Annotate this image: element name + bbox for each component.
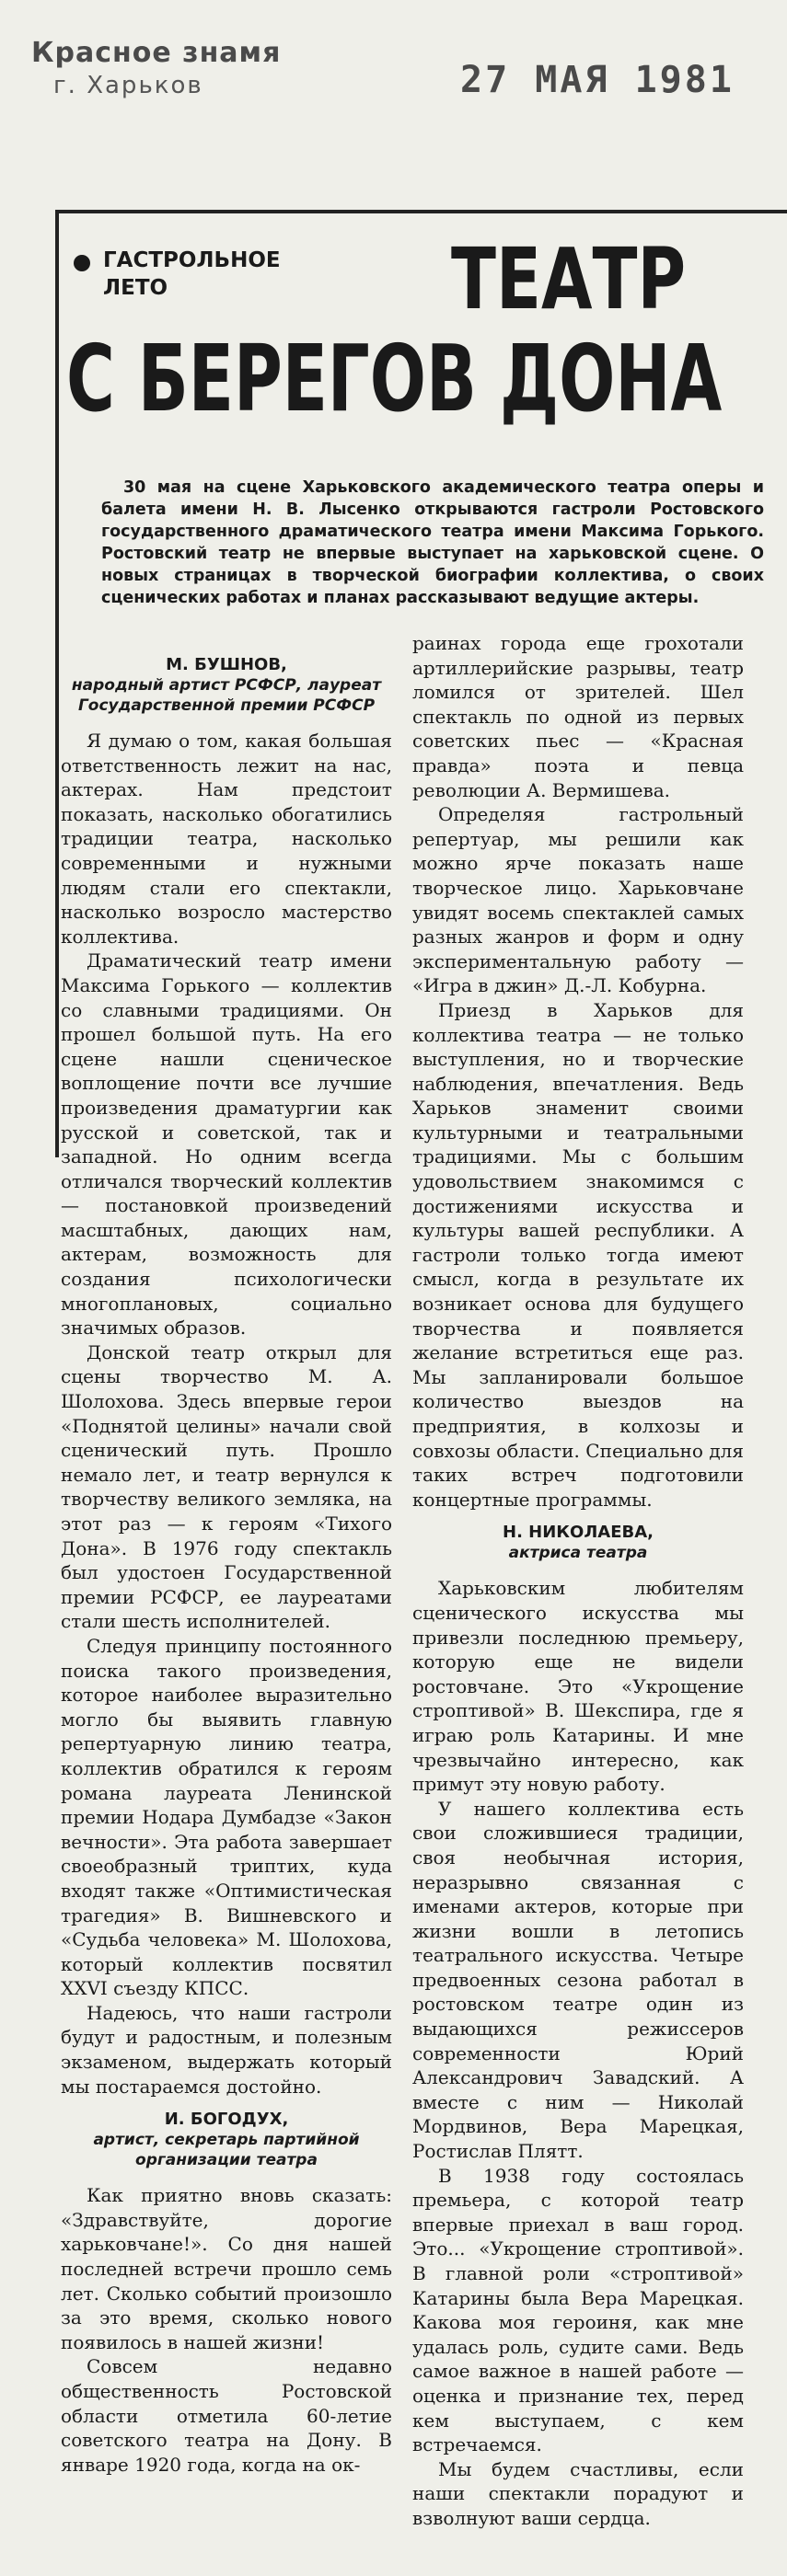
paragraph: Приезд в Харьков для коллектива театра — не только выступления, но и творческие наблюдения, впечатления. Ведь Харьков знаменит своими культурными и театральными традициями. Мы с большим удовольствием знакомимся с достижениями искусства и культуры вашей республики. А гастроли только тогда имеют смысл, когда в результате их возникает основа для будущего творчества и появляется желание встретиться еще раз. Мы запланировали большое количество выездов на предприятия, в колхозы и совхозы области. Специально для таких встреч подготовили концертные программы.: [412, 998, 744, 1511]
paragraph: В 1938 году состоялась премьера, с которой театр впервые приехал в ваш город. Это... «Укрощение строптивой». В главной роли «строптивой» Катарины была Вера Марецкая. Какова моя героиня, как мне удалась роль, судите сами. Ведь самое важное в нашей работе — оценка и признание тех, перед кем выступаем, с кем встречаемся.: [412, 2164, 744, 2456]
paragraph: У нашего коллектива есть свои сложившиеся традиции, своя необычная история, неразрывно связанная с именами актеров, которые при жизни вошли в летопись театрального искусства. Четыре предвоенных сезона работал в ростовском театре один из выдающихся режиссеров современности Юрий Александрович Завадский. А вместе с ним — Николай Мордвинов, Вера Марецкая, Ростислав Плятт.: [412, 1797, 744, 2163]
paragraph: Я думаю о том, какая большая ответственность лежит на нас, актерах. Нам предстоит показать, насколько обогатились традиции театра, насколько современными и нужными людям стали его спектакли, насколько возросло мастерство коллектива.: [61, 730, 392, 948]
paragraph: Как приятно вновь сказать: «Здравствуйте, дорогие харьковчане!». Со дня нашей последней встречи прошло семь лет. Сколько событий произошло за это время, сколько нового появилось в нашей жизни!: [61, 2184, 392, 2353]
date-stamp: 27 МАЯ 1981: [460, 59, 735, 101]
byline-nikolaeva: [412, 1523, 744, 1563]
author-role: актриса театра: [508, 1544, 648, 1563]
headline-line-2: С БЕРЕГОВ ДОНА: [66, 325, 723, 432]
paragraph: Совсем недавно общественность Ростовской области отметила 60-летие советского театра на Дону. В январе 1920 года, когда на ок-: [61, 2355, 392, 2476]
paragraph: Драматический театр имени Максима Горького — коллектив со славными традициями. Он прошел большой путь. На его сцене нашли сценическое воплощение почти все лучшие произведения драматургии как русской и советской, так и западной. Но одним всегда отличался творческий коллектив — постановкой произведений масштабных, дающих нам, актерам, возможность для создания психологически многоплановых, социально значимых образов.: [61, 949, 392, 1340]
city-stamp: г. Харьков: [53, 72, 203, 99]
headline-line-1: ТЕАТР: [451, 230, 687, 328]
author-role: народный артист РСФСР, лауреат Государственной премии РСФСР: [71, 676, 382, 715]
rubric-line-1: ГАСТРОЛЬНОЕ: [103, 248, 281, 272]
frame-top-rule: [55, 210, 787, 213]
right-column: [412, 631, 744, 2531]
paragraph: Определяя гастрольный репертуар, мы решили как можно ярче показать наше творческое лицо. Харьковчане увидят восемь спектаклей самых разных жанров и форм и одну экспериментальную работу — «Игра в джин» Д.-Л. Кобурна.: [412, 803, 744, 997]
author-name: М. БУШНОВ,: [166, 655, 287, 674]
lead-paragraph: 30 мая на сцене Харьковского академического театра оперы и балета имени Н. В. Лысенко открываются гастроли Ростовского государственного драматического театра имени Максима Горького. Ростовский театр не впервые выступает на харьковской сцене. О новых страницах в творческой биографии коллектива, о своих сценических работах и планах рассказывают ведущие актеры.: [101, 478, 764, 607]
author-name: Н. НИКОЛАЕВА,: [503, 1523, 654, 1543]
frame-left-rule: [55, 210, 59, 1157]
rubric-bullet-icon: [74, 255, 90, 271]
newspaper-name-stamp: Красное знамя: [31, 37, 282, 69]
paragraph: Харьковским любителям сценического искусства мы привезли последнюю премьеру, которую еще не видели ростовчане. Это «Укрощение строптивой» В. Шекспира, где я играю роль Катарины. И мне чрезвычайно интересно, как примут эту новую работу.: [412, 1577, 744, 1796]
paragraph: Надеюсь, что наши гастроли будут и радостным, и полезным экзаменом, выдержать который мы постараемся достойно.: [61, 2001, 392, 2098]
paragraph: Следуя принципу постоянного поиска такого произведения, которое наиболее выразительно могло бы выявить главную репертуарную линию театра, коллектив обратился к героям романа лауреата Ленинской премии Нодара Думбадзе «Закон вечности». Эта работа завершает своеобразный триптих, куда входят также «Оптимистическая трагедия» В. Вишневского и «Судьба человека» М. Шолохова, который коллектив посвятил XXVI съезду КПСС.: [61, 1634, 392, 2000]
paragraph: Донской театр открыл для сцены творчество М. А. Шолохова. Здесь впервые герои «Поднятой целины» начали свой сценический путь. Прошло немало лет, и театр вернулся к творчеству великого земляка, на этот раз — к героям «Тихого Дона». В 1976 году спектакль был удостоен Государственной премии РСФСР, ее лауреатами стали шесть исполнителей.: [61, 1340, 392, 1633]
author-name: И. БОГОДУХ,: [164, 2110, 289, 2130]
left-column: [61, 655, 392, 2477]
byline-bogoduh: [61, 2110, 392, 2170]
paragraph: раинах города еще грохотали артиллерийские разрывы, театр ломился от зрителей. Шел спектакль по одной из первых советских пьес — «Красная правда» поэта и певца революции А. Вермишева.: [412, 632, 744, 801]
paragraph: Мы будем счастливы, если наши спектакли порадуют и взволнуют ваши сердца.: [412, 2457, 744, 2529]
rubric: [103, 247, 361, 302]
author-role: артист, секретарь партийной организации театра: [93, 2131, 360, 2170]
byline-bushnov: [61, 655, 392, 716]
rubric-line-2: ЛЕТО: [103, 276, 168, 300]
